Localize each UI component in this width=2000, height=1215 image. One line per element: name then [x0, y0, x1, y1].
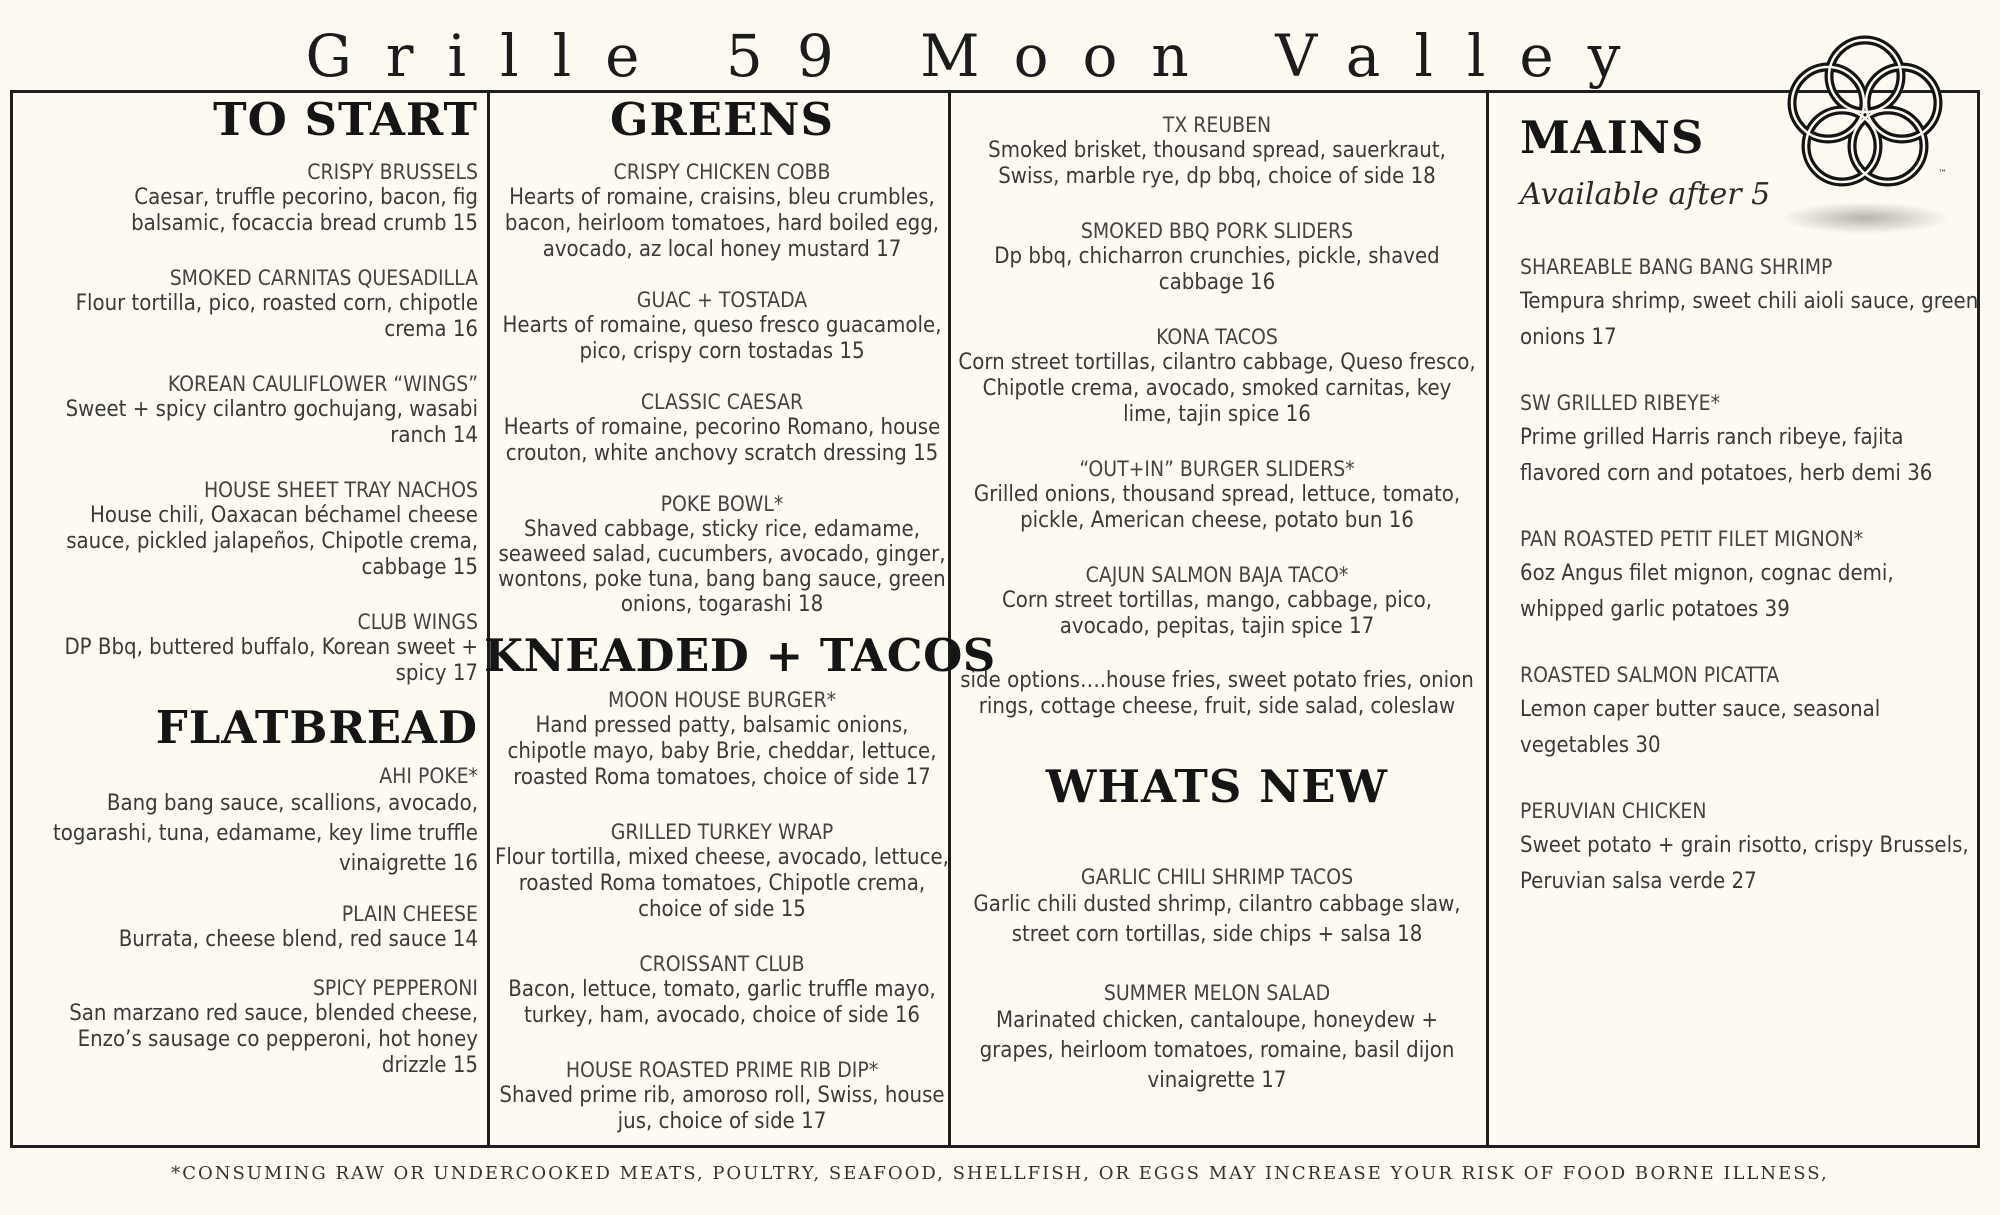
item-desc: 6oz Angus filet mignon, cognac demi, whipped garlic potatoes 39 [1520, 561, 1894, 622]
item-name: CROISSANT CLUB [639, 952, 805, 976]
item-desc: Flour tortilla, pico, roasted corn, chipotle crema 16 [75, 291, 478, 342]
side-options: side options….house fries, sweet potato fries, onion rings, cottage cheese, fruit, side salad, coleslaw [960, 668, 1474, 719]
celtic-knot-logo-icon [1770, 18, 1960, 238]
menu-item [958, 562, 1476, 640]
trademark-symbol: ™ [1938, 169, 1947, 179]
column-divider-3 [1486, 90, 1489, 1148]
item-name: SMOKED BBQ PORK SLIDERS [1080, 219, 1354, 243]
item-name: GARLIC CHILI SHRIMP TACOS [1080, 865, 1354, 889]
item-name: SPICY PEPPERONI [312, 976, 478, 1000]
item-desc: Corn street tortillas, cilantro cabbage, Queso fresco, Chipotle crema, avocado, smoked carnitas, key lime, tajin spice 16 [958, 350, 1476, 427]
menu-item [958, 324, 1476, 428]
item-desc: Bacon, lettuce, tomato, garlic truffle mayo, turkey, ham, avocado, choice of side 16 [508, 977, 936, 1028]
item-desc: Hearts of romaine, queso fresco guacamole, pico, crispy corn tostadas 15 [502, 313, 942, 364]
column-divider-1 [487, 90, 490, 1148]
menu-item [40, 901, 478, 953]
item-desc: Flour tortilla, mixed cheese, avocado, lettuce, roasted Roma tomatoes, Chipotle crema, choice of side 15 [495, 845, 949, 922]
item-name: CLUB WINGS [357, 610, 478, 634]
item-name: PLAIN CHEESE [341, 902, 478, 926]
item-name: SMOKED CARNITAS QUESADILLA [169, 266, 478, 290]
menu-item [40, 975, 478, 1079]
menu-item [494, 687, 950, 791]
item-desc: DP Bbq, buttered buffalo, Korean sweet + spicy 17 [64, 635, 478, 686]
menu-item [494, 389, 950, 467]
menu-item [1520, 522, 1980, 628]
item-name: CRISPY BRUSSELS [307, 160, 478, 184]
item-name: GUAC + TOSTADA [636, 288, 808, 312]
item-desc: Hearts of romaine, pecorino Romano, house crouton, white anchovy scratch dressing 15 [503, 415, 941, 466]
section-heading-whats-new: WHATS NEW [1045, 760, 1389, 813]
item-name: CLASSIC CAESAR [640, 390, 804, 414]
menu-item [1520, 794, 1980, 900]
menu-item [494, 491, 950, 617]
section-heading-kneaded-tacos: KNEADED + TACOS [484, 629, 996, 682]
item-name: CRISPY CHICKEN COBB [613, 160, 831, 184]
section-heading-flatbread: FLATBREAD [155, 701, 478, 754]
menu-item [494, 159, 950, 263]
column-sandwiches [958, 112, 1476, 1096]
item-name: HOUSE ROASTED PRIME RIB DIP* [565, 1058, 879, 1082]
menu-item [958, 980, 1476, 1096]
menu-item [1520, 250, 1980, 356]
item-name: MOON HOUSE BURGER* [607, 688, 837, 712]
item-desc: Shaved cabbage, sticky rice, edamame, seaweed salad, cucumbers, avocado, ginger, wontons, poke tuna, bang bang sauce, green onions, togarashi 18 [498, 517, 946, 617]
item-desc: Dp bbq, chicharron crunchies, pickle, shaved cabbage 16 [994, 244, 1440, 295]
item-desc: Garlic chili dusted shrimp, cilantro cabbage slaw, street corn tortillas, side chips + salsa 18 [973, 892, 1461, 947]
item-desc: Smoked brisket, thousand spread, sauerkraut, Swiss, marble rye, dp bbq, choice of side 18 [988, 138, 1446, 189]
section-heading-to-start: TO START [213, 93, 478, 146]
item-name: SUMMER MELON SALAD [1103, 981, 1331, 1005]
menu-item [494, 287, 950, 365]
item-name: HOUSE SHEET TRAY NACHOS [203, 478, 478, 502]
item-desc: Burrata, cheese blend, red sauce 14 [118, 927, 478, 952]
food-safety-disclaimer: *CONSUMING RAW OR UNDERCOOKED MEATS, POULTRY, SEAFOOD, SHELLFISH, OR EGGS MAY INCREASE YOUR RISK OF FOOD BORNE ILLNESS, [171, 1163, 1829, 1184]
item-name: CAJUN SALMON BAJA TACO* [1085, 563, 1349, 587]
column-to-start [40, 95, 478, 1079]
menu-item [958, 112, 1476, 190]
section-heading-greens: GREENS [609, 93, 835, 146]
item-desc: Marinated chicken, cantaloupe, honeydew + grapes, heirloom tomatoes, romaine, basil dijon vinaigrette 17 [979, 1008, 1455, 1093]
item-desc: San marzano red sauce, blended cheese, Enzo’s sausage co pepperoni, hot honey drizzle 15 [69, 1001, 478, 1078]
item-desc: Lemon caper butter sauce, seasonal vegetables 30 [1520, 697, 1881, 758]
menu-item [40, 265, 478, 343]
item-name: GRILLED TURKEY WRAP [610, 820, 834, 844]
item-desc: Sweet potato + grain risotto, crispy Brussels, Peruvian salsa verde 27 [1520, 833, 1969, 894]
menu-item [494, 819, 950, 923]
item-desc: Hand pressed patty, balsamic onions, chipotle mayo, baby Brie, cheddar, lettuce, roasted Roma tomatoes, choice of side 17 [507, 713, 937, 790]
menu-item [1520, 386, 1980, 492]
item-name: PAN ROASTED PETIT FILET MIGNON* [1520, 527, 1864, 551]
item-name: POKE BOWL* [660, 492, 784, 516]
menu-item [958, 456, 1476, 534]
menu-item [40, 159, 478, 237]
item-name: TX REUBEN [1162, 113, 1272, 137]
item-desc: Shaved prime rib, amoroso roll, Swiss, house jus, choice of side 17 [499, 1083, 945, 1134]
item-desc: Sweet + spicy cilantro gochujang, wasabi ranch 14 [65, 397, 478, 448]
item-desc: Bang bang sauce, scallions, avocado, togarashi, tuna, edamame, key lime truffle vinaigrette 16 [53, 791, 478, 876]
menu-item [494, 951, 950, 1029]
item-desc: Tempura shrimp, sweet chili aioli sauce, green onions 17 [1520, 289, 1979, 350]
item-name: KOREAN CAULIFLOWER “WINGS” [167, 372, 478, 396]
menu-item [958, 864, 1476, 950]
column-greens [484, 93, 996, 1135]
item-name: AHI POKE* [379, 764, 478, 788]
menu-item [40, 763, 478, 879]
menu-item [40, 477, 478, 581]
item-name: “OUT+IN” BURGER SLIDERS* [1079, 457, 1355, 481]
restaurant-title: Grille 59 Moon Valley [305, 22, 1655, 90]
section-heading-mains: MAINS [1520, 111, 1705, 164]
item-desc: House chili, Oaxacan béchamel cheese sauce, pickled jalapeños, Chipotle crema, cabbage 15 [66, 503, 478, 580]
item-name: ROASTED SALMON PICATTA [1520, 663, 1780, 687]
item-desc: Grilled onions, thousand spread, lettuce, tomato, pickle, American cheese, potato bun 16 [973, 482, 1461, 533]
menu-item [958, 218, 1476, 296]
menu-item [40, 609, 478, 687]
menu-item [40, 371, 478, 449]
item-name: SHAREABLE BANG BANG SHRIMP [1520, 255, 1833, 279]
item-name: KONA TACOS [1156, 325, 1278, 349]
item-name: SW GRILLED RIBEYE* [1520, 391, 1721, 415]
item-desc: Caesar, truffle pecorino, bacon, fig balsamic, focaccia bread crumb 15 [131, 185, 478, 236]
item-name: PERUVIAN CHICKEN [1520, 799, 1707, 823]
item-desc: Corn street tortillas, mango, cabbage, pico, avocado, pepitas, tajin spice 17 [1001, 588, 1433, 639]
menu-item [494, 1057, 950, 1135]
item-desc: Hearts of romaine, craisins, bleu crumbles, bacon, heirloom tomatoes, hard boiled egg, avocado, az local honey mustard 17 [504, 185, 940, 262]
menu-item [1520, 658, 1980, 764]
mains-availability: Available after 5 [1520, 177, 1771, 212]
item-desc: Prime grilled Harris ranch ribeye, fajita flavored corn and potatoes, herb demi 36 [1520, 425, 1933, 486]
